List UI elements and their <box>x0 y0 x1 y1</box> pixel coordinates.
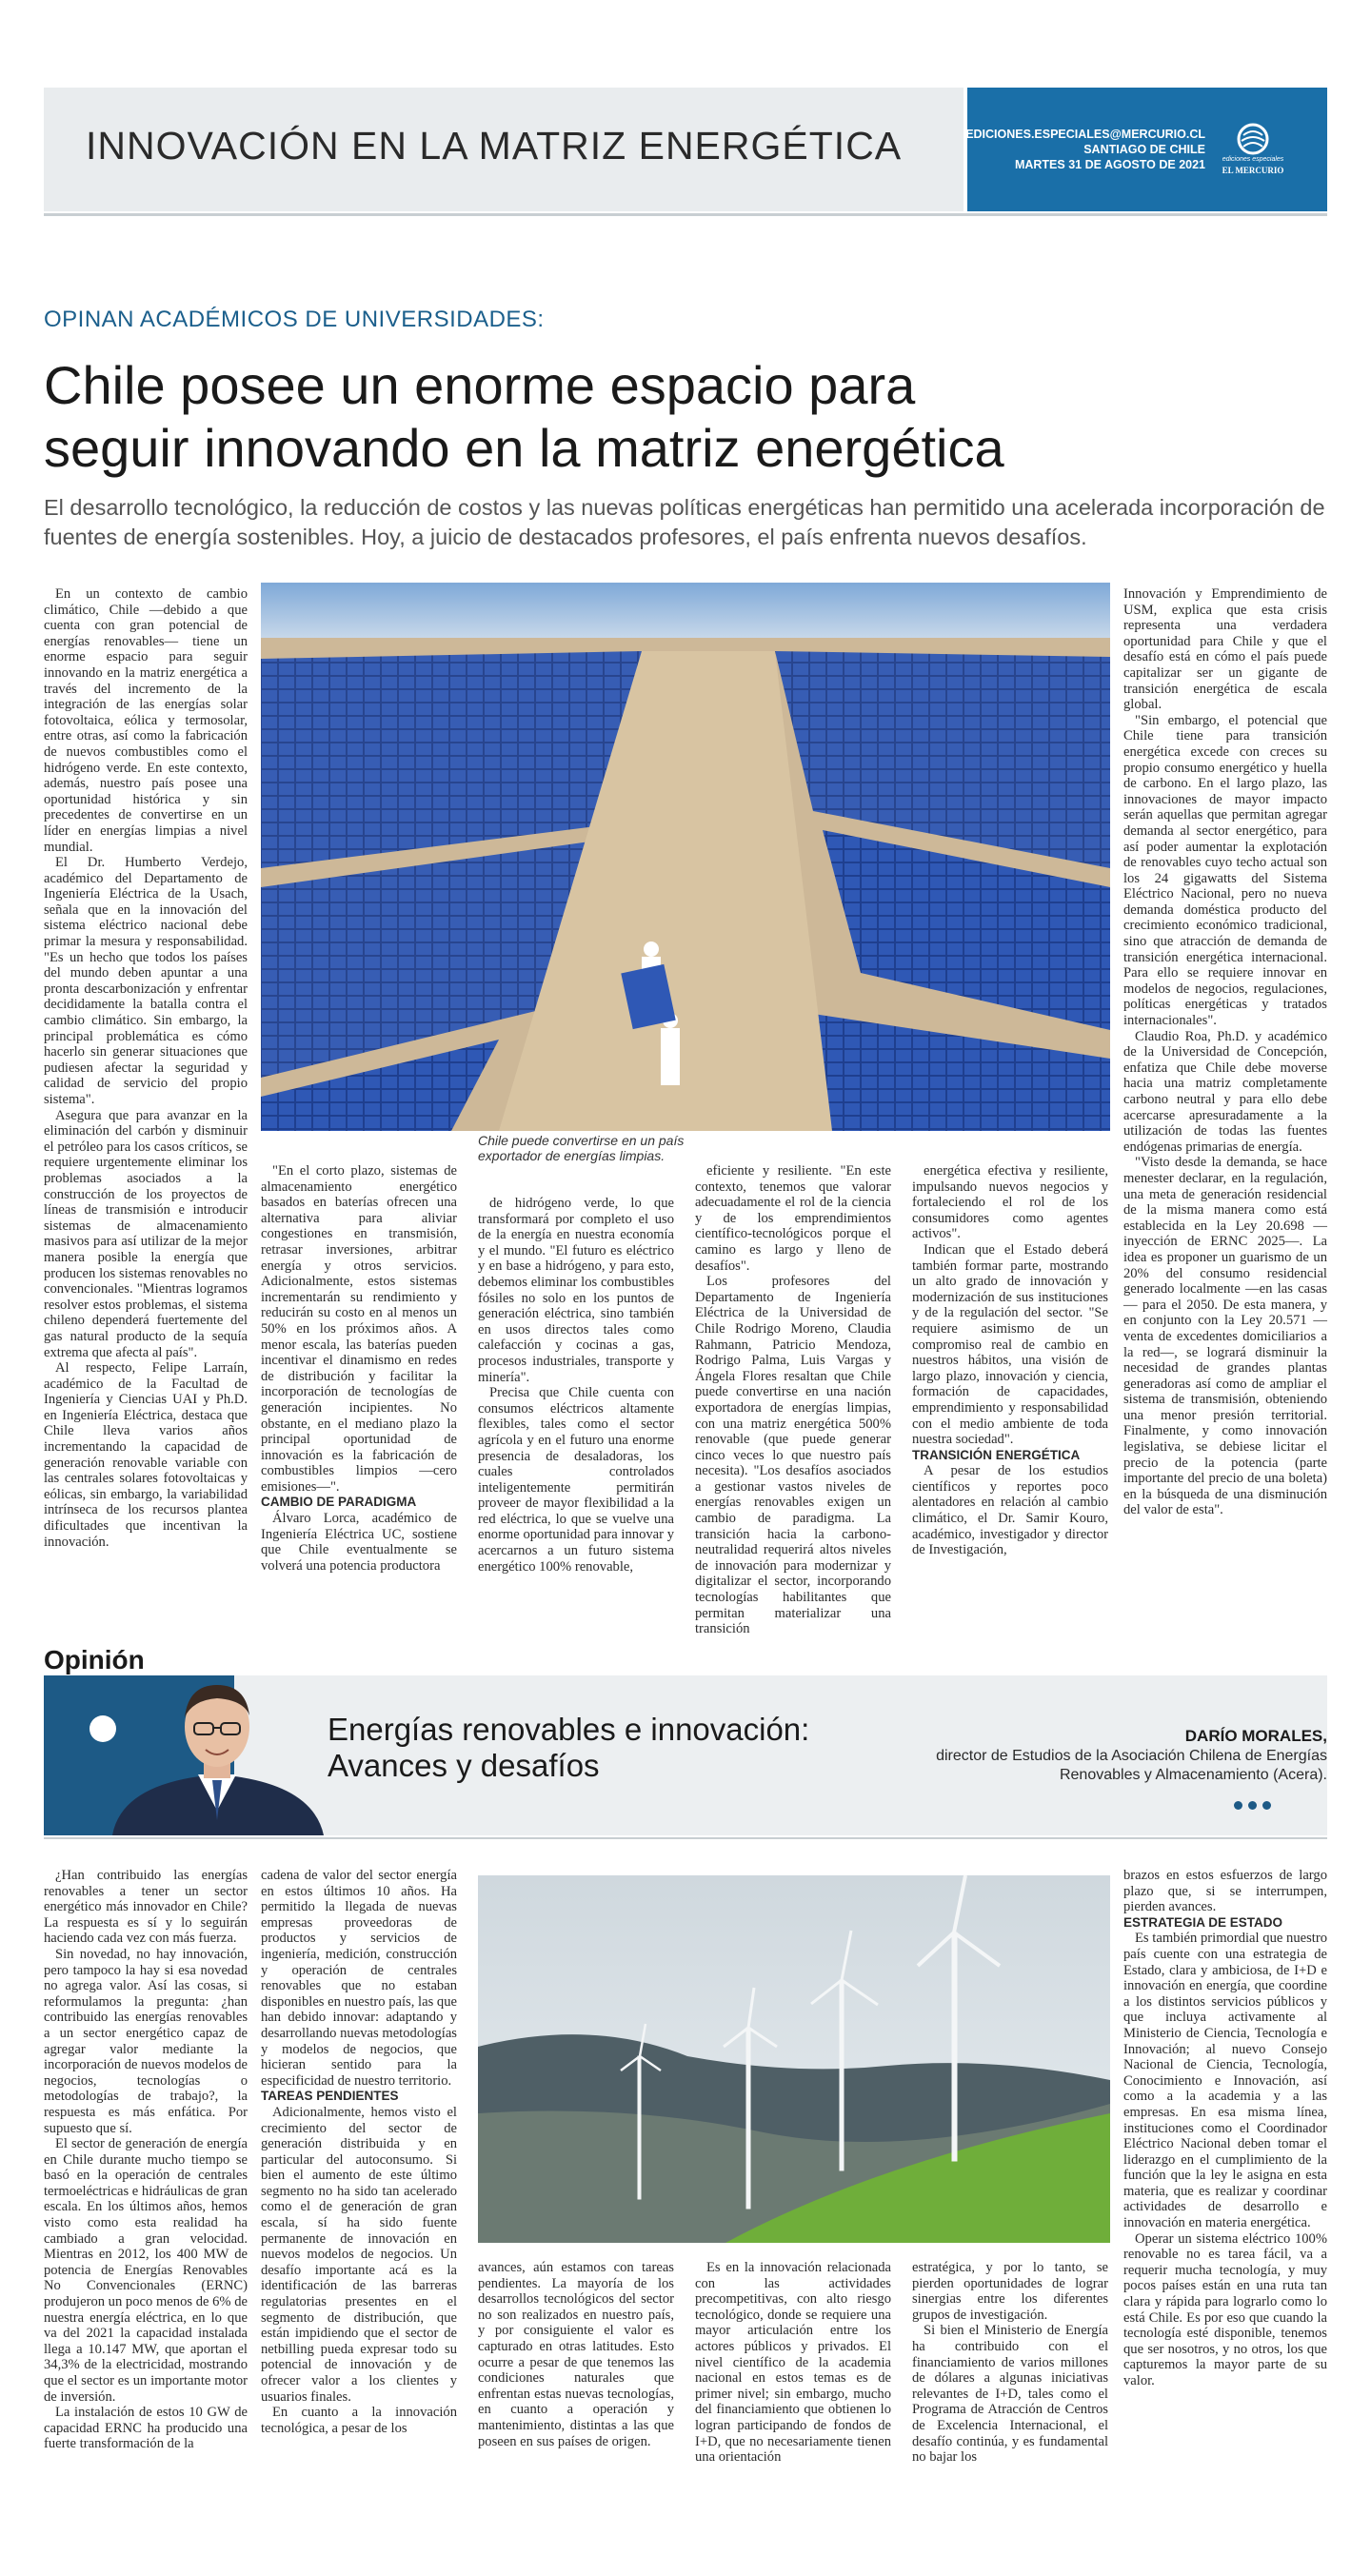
article-column-1 <box>44 586 248 1603</box>
paragraph: Sin novedad, no hay innovación, pero tampoco la hay si esa novedad no agrega valor. Así las cosas, si reformulamos la pregunta: ¿han contribuido las energías renovables a un sector energético capaz de agregar valor mediante la incorporación de nuevos modelos de negocios, tecnologías o metodologías de trabajo?, la respuesta es más enfática. Por supuesto que sí. <box>44 1946 248 2136</box>
paragraph: "En el corto plazo, sistemas de almacenamiento energético basados en baterías ofrecen una alternativa para aliviar congestiones en transmisión, retrasar inversiones, arbitrar energía y otros servicios. Adicionalmente, estos sistemas incrementarán su rendimiento y reducirán su costo en al menos un 50% en los próximos años. A menor escala, las baterías pueden incentivar el dinamismo en redes de distribución y facilitar la incorporación de tecnologías de generación incipientes. No obstante, en el mediano plazo la principal oportunidad de innovación es la fabricación de combustibles limpios —cero emisiones—". <box>261 1163 457 1495</box>
paragraph: Al respecto, Felipe Larraín, académico de la Facultad de Ingeniería y Ciencias UAI y Ph.D. en Ingeniería Eléctrica, destaca que Chile lleva varios años incrementando la capacidad de generación renovable variable con las centrales solares fotovoltaicas y eólicas, sin embargo, la variabilidad intrínseca de los recursos plantea dificultades que incentivan la innovación. <box>44 1360 248 1550</box>
paragraph: de hidrógeno verde, lo que transformará por completo el uso de la energía en nuestra economía y el mundo. "El futuro es eléctrico y en base a hidrógeno, y para esto, debemos eliminar los combustibles fósiles no solo en los puntos de generación eléctrica, sino también en usos directos tales como calefacción y cocinas a gas, procesos industriales, transporte y minería". <box>478 1196 674 1385</box>
header-title-panel <box>44 88 964 211</box>
article-column-6 <box>1123 586 1327 1603</box>
header-info-panel <box>967 88 1327 211</box>
paragraph: "Sin embargo, el potencial que Chile tiene para transición energética excede con creces su propio consumo energético y huella de carbono. En el largo plazo, las innovaciones de mayor impacto serán aquellas que permitan agregar demanda al sector energético, para así poder aumentar la explotación de renovables cuyo techo actual son los 24 gigawatts del Sistema Eléctrico Nacional, pero no nueva demanda doméstica producto del crecimiento económico tradicional, sino que atracción de demanda de transición energética internacional. Para ello se requiere innovar en modelos de negocios, regulaciones, políticas energéticas y tratados internacionales". <box>1123 712 1327 1029</box>
paragraph: Precisa que Chile cuenta con consumos eléctricos altamente flexibles, tales como el sector agrícola y en el futuro una enorme presencia de desaladoras, los cuales controlados inteligentemente permitirán proveer de mayor flexibilidad a la red eléctrica, lo que se vuelve una enorme oportunidad para innovar y acercarnos a un futuro sistema energético 100% renovable, <box>478 1385 674 1575</box>
opinion-column-6 <box>1123 1868 1327 2534</box>
opinion-column-1 <box>44 1868 248 2534</box>
subhead-cambio-de-paradigma: CAMBIO DE PARADIGMA <box>261 1495 417 1510</box>
article-column-3 <box>478 1196 674 1603</box>
paragraph: En cuanto a la innovación tecnológica, a pesar de los <box>261 2405 457 2436</box>
opinion-column-3 <box>478 2260 674 2536</box>
opinion-title-line-2: Avances y desafíos <box>328 1748 600 1783</box>
headline-line-1: Chile posee un enorme espacio para <box>44 355 916 415</box>
solar-panels-photo <box>261 583 1110 1131</box>
photo-credit: EL MERCURIO <box>249 1013 258 1066</box>
article-column-5 <box>912 1163 1108 1603</box>
opinion-title <box>328 1712 937 1784</box>
opinion-column-5 <box>912 2260 1108 2536</box>
headline-line-2: seguir innovando en la matriz energética <box>44 418 1004 478</box>
paragraph: La instalación de estos 10 GW de capacidad ERNC ha producido una fuerte transformación de la <box>44 2405 248 2452</box>
author-name: DARÍO MORALES, <box>1184 1727 1327 1745</box>
paragraph: El sector de generación de energía en Chile durante mucho tiempo se basó en la operación de centrales termoeléctricas e hidráulicas de gran escala. En los últimos años, hemos visto como esta realidad ha cambiado a gran velocidad. Mientras en 2012, los 400 MW de potencia de Energías Renovables No Convencionales (ERNC) produjeron un poco menos de 6% de nuestra energía eléctrica, en lo que va del 2021 la capacidad instalada llega a 10.147 MW, que aportan el 34,3% de la electricidad, mostrando que el sector es un importante motor de inversión. <box>44 2136 248 2405</box>
paragraph: ¿Han contribuido las energías renovables a tener un sector energético más innovador en Chile? La respuesta es sí y lo seguirán haciendo cada vez con más fuerza. <box>44 1868 248 1947</box>
logo-small-text: ediciones especiales <box>1222 156 1284 163</box>
paragraph: Los profesores del Departamento de Ingeniería Eléctrica de la Universidad de Chile Rodrigo Moreno, Claudia Rahmann, Patricio Mendoza, Rodrigo Palma, Luis Vargas y Ángela Flores resaltan que Chile puede convertirse en una nación exportadora de energías limpias, con una matriz energética 500% renovable (que puede generar cinco veces lo que nuestro país necesita). "Los desafíos asociados a gestionar vastos niveles de energías renovables exigen un cambio de paradigma. La transición hacia la carbono-neutralidad requerirá altos niveles de innovación para modernizar y digitalizar el sector, incorporando tecnologías habilitantes que permitan materializar una transición <box>695 1274 891 1637</box>
paragraph: Es en la innovación relacionada con las actividades precompetitivas, con alto riesgo tecnológico, donde se requiere una mayor articulación entre los actores públicos y privados. El nivel científico de la academia nacional en estos temas es de primer nivel; sin embargo, mucho del financiamiento que obtienen lo logran participando de fondos de I+D, que no necesariamente tienen una orientación <box>695 2260 891 2466</box>
paragraph: Álvaro Lorca, académico de Ingeniería Eléctrica UC, sostiene que Chile eventualmente se volverá una potencia productora <box>261 1511 457 1574</box>
article-headline <box>44 354 1282 480</box>
page-header <box>44 88 1327 211</box>
paragraph: brazos en estos esfuerzos de largo plazo que, si se interrumpen, pierden avances. <box>1123 1868 1327 1915</box>
opinion-title-line-1: Energías renovables e innovación: <box>328 1712 810 1747</box>
paragraph: energética efectiva y resiliente, impulsando nuevos negocios y fortaleciendo el rol de los consumidores como agentes activos". <box>912 1163 1108 1242</box>
edition-date: MARTES 31 DE AGOSTO DE 2021 <box>1014 158 1205 171</box>
logo-name: EL MERCURIO <box>1222 166 1284 175</box>
opinion-column-2 <box>261 1868 457 2534</box>
paragraph: A pesar de los estudios científicos y reportes poco alentadores en relación al cambio climático, el Dr. Samir Kouro, académico, investigador y director de Investigación, <box>912 1463 1108 1558</box>
paragraph: En un contexto de cambio climático, Chile —debido a que cuenta con gran potencial de energías renovables— tiene un enorme espacio para seguir innovando en la matriz energética a través del incremento de la integración de las energías solar fotovoltaica, eólica y termosolar, entre otras, así como la fabricación de nuevos combustibles como el hidrógeno verde. En este contexto, además, nuestro país posee una oportunidad histórica y sin precedentes de convertirse en un líder en energías limpias a nivel mundial. <box>44 586 248 855</box>
photo-caption: Chile puede convertirse en un país exportador de energías limpias. <box>478 1133 685 1163</box>
author-portrait <box>103 1668 331 1835</box>
article-column-2 <box>261 1163 457 1603</box>
opinion-column-4 <box>695 2260 891 2536</box>
paragraph: Indican que el Estado deberá también formar parte, mostrando un alto grado de innovación y modernización de sus instituciones y de la regulación del sector. "Se requiere asimismo de un compromiso real de cambio en nuestros hábitos, una visión de largo plazo, innovación y ciencia, formación de capacidades, emprendimiento y responsabilidad con el medio ambiente de toda nuestra sociedad". <box>912 1241 1108 1448</box>
paragraph: Es también primordial que nuestro país cuente con una estrategia de Estado, clara y ambiciosa, de I+D e innovación en energía, que coordine a los distintos servicios públicos y que incluya activamente al Ministerio de Ciencia, Tecnología e Innovación; al nuevo Consejo Nacional de Ciencia, Tecnología, Conocimiento e Innovación, así como a la academia y a las empresas. En esa misma línea, instituciones como el Coordinador Eléctrico Nacional deben tomar el liderazgo en el cumplimiento de la función que la ley le asigna en esta materia, que es realizar y coordinar actividades de desarrollo e innovación en materia energética. <box>1123 1931 1327 2231</box>
paragraph: avances, aún estamos con tareas pendientes. La mayoría de los desarrollos tecnológicos del sector no son realizados en nuestro país, y por consiguiente el valor es capturado en otras latitudes. Esto ocurre a pesar de que tenemos las condiciones naturales que enfrentan estas nuevas tecnologías, en cuanto a operación y mantenimiento, distintas a las que poseen en sus países de origen. <box>478 2260 674 2449</box>
header-divider <box>44 213 1327 216</box>
paragraph: Adicionalmente, hemos visto el crecimiento del sector de generación distribuida y en particular del autoconsumo. Si bien el aumento de este último segmento no ha sido tan acelerado como el de generación de gran escala, sí ha sido fuente permanente de innovación en nuevos modelos de negocios. Un desafío importante acá es la identificación de las barreras regulatorias presentes en el segmento de distribución, que están impidiendo que el sector de netbilling pueda expresar todo su potencial de innovación y de ofrecer valor a los clientes y usuarios finales. <box>261 2104 457 2405</box>
paragraph: estratégica, y por lo tanto, se pierden oportunidades de lograr sinergias entre los diferentes grupos de investigación. <box>912 2260 1108 2323</box>
subhead-tareas-pendientes: TAREAS PENDIENTES <box>261 2089 399 2104</box>
opinion-label: Opinión <box>44 1645 145 1674</box>
subhead-transicion-energetica: TRANSICIÓN ENERGÉTICA <box>912 1447 1081 1462</box>
paragraph: "Visto desde la demanda, se hace menester declarar, en la regulación, una meta de generación residencial de la misma manera como está establecida en la Ley 20.698 —inyección de ERNC 2025—. La idea es proponer un guarismo de un 20% del consumo residencial generado localmente —en las casas— para el 2050. De esta manera, y en conjunto con la Ley 20.571 —venta de excedentes domiciliarios a la red—, se logrará disminuir la necesidad de grandes plantas generadoras así como de ampliar el sistema de transmisión, obteniendo una menor presión territorial. Finalmente, y como innovación legislativa, se debiese licitar el precio de la potencia (parte importante del precio de una boleta) en la búsqueda de una disminución del valor de esta". <box>1123 1155 1327 1518</box>
wind-turbines-photo <box>478 1875 1110 2243</box>
paragraph: El Dr. Humberto Verdejo, académico del Departamento de Ingeniería Eléctrica de la Usach, señala que en la innovación del sistema eléctrico nacional debe primar la mesura y responsabilidad. "Es un hecho que todos los países del mundo deben apuntar a una pronta descarbonización y enfrentar decididamente la batalla contra el cambio climático. Sin embargo, la principal problemática es cómo hacerlo sin generar situaciones que pudiesen afectar la seguridad y calidad de servicio del propio sistema". <box>44 855 248 1107</box>
author-role: director de Estudios de la Asociación Chilena de Energías Renovables y Almacenamiento (Acera). <box>936 1748 1327 1783</box>
opinion-divider <box>44 1837 1327 1839</box>
paragraph: Si bien el Ministerio de Energía ha contribuido con el financiamiento de varios millones de dólares a algunas iniciativas relevantes de I+D, tales como el Programa de Atracción de Centros de Excelencia Internacional, el desafío continúa, y es fundamental no bajar los <box>912 2323 1108 2466</box>
paragraph: Claudio Roa, Ph.D. y académico de la Universidad de Concepción, enfatiza que Chile debe moverse hacia una matriz completamente carbono neutral y para ello debe acercarse apresuradamente a la utilización de todas las fuentes endógenas primarias de energía. <box>1123 1028 1327 1155</box>
edition-city: SANTIAGO DE CHILE <box>1083 143 1205 156</box>
article-dek: El desarrollo tecnológico, la reducción de costos y las nuevas políticas energéticas han permitido una acelerada incorporación de fuentes de energía sostenibles. Hoy, a juicio de destacados profesores, el país enfrenta nuevos desafíos. <box>44 495 1325 549</box>
article-column-4 <box>695 1163 891 1637</box>
section-title: INNOVACIÓN EN LA MATRIZ ENERGÉTICA <box>86 124 903 168</box>
banner-dots-icon <box>1234 1797 1277 1814</box>
paragraph: Innovación y Emprendimiento de USM, explica que esta crisis representa una verdadera oportunidad para Chile y que el desafío está en cómo el país puede capitalizar ser un gigante de transición energética de escala global. <box>1123 586 1327 713</box>
paragraph: eficiente y resiliente. "En este contexto, tenemos que valorar adecuadamente el rol de la ciencia y de los emprendimientos científico-tecnológicos porque el camino es largo y lleno de desafíos". <box>695 1163 891 1274</box>
el-mercurio-logo-icon <box>1215 120 1291 181</box>
subhead-estrategia-de-estado: ESTRATEGIA DE ESTADO <box>1123 1914 1283 1930</box>
paragraph: cadena de valor del sector energía en estos últimos 10 años. Ha permitido la llegada de nuevas empresas proveedoras de productos y servicios de ingeniería, medición, construcción y operación de centrales renovables que no estaban disponibles en nuestro país, las que han debido innovar: adaptando y desarrollando nuevas metodologías y modelos de negocios, que hicieran sentido para la especificidad de nuestro territorio. <box>261 1868 457 2089</box>
contact-email[interactable]: EDICIONES.ESPECIALES@MERCURIO.CL <box>965 128 1205 141</box>
paragraph: Operar un sistema eléctrico 100% renovable no es tarea fácil, va a requerir mucha tecnología, y muy pocos países están en una ruta tan clara y rápida para lograrlo como lo está Chile. Es por eso que cuando la tecnología esté disponible, tenemos que ser nosotros, y no otros, los que capturemos la mayor parte de su valor. <box>1123 2230 1327 2388</box>
article-kicker: OPINAN ACADÉMICOS DE UNIVERSIDADES: <box>44 307 545 332</box>
paragraph: Asegura que para avanzar en la eliminación del carbón y disminuir el petróleo para los casos críticos, se requiere urgentemente eliminar los problemas asociados a la construcción de los proyectos de líneas de transmisión e introducir sistemas de almacenamiento masivos para así utilizar de la mejor manera posible la energía que producen los sistemas renovables no convencionales. "Mientras logramos resolver estos problemas, el sistema chileno dependerá fuertemente del gas natural producto de la sequía extrema que afecta al país". <box>44 1107 248 1360</box>
